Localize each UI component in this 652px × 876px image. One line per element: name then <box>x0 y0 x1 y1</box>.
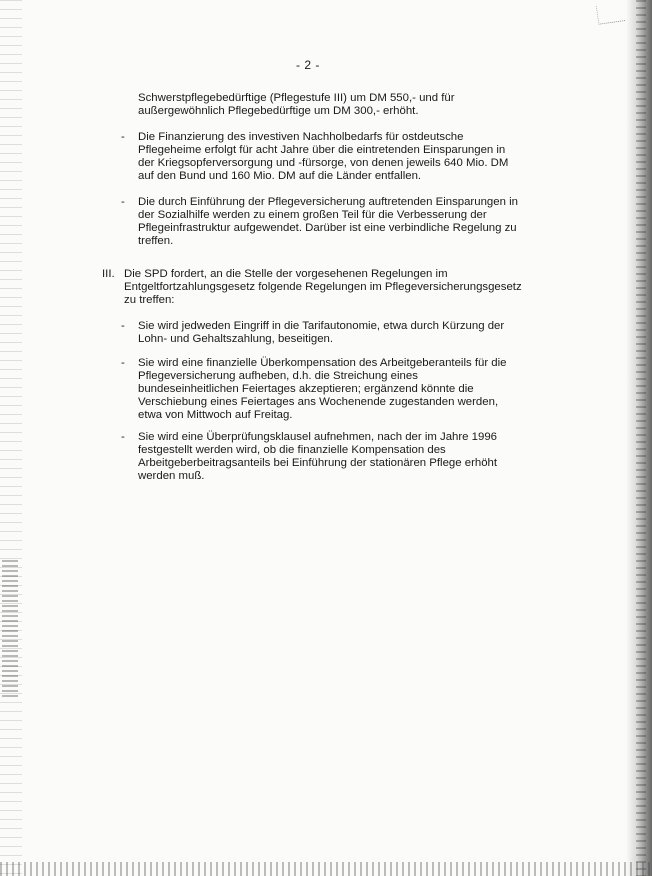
bullet-item <box>121 357 521 422</box>
bullet-item <box>121 320 521 346</box>
bullet-text: Die Finanzierung des investiven Nachholbedarfs für ostdeutsche Pflegeheime erfolgt für acht Jahre über die eintretenden Einsparungen in der Kriegsopferversorgung und -fürsorge, von denen jeweils 640 Mio. DM auf den Bund und 160 Mio. DM auf die Länder entfallen. <box>138 131 509 182</box>
bullet-text: Sie wird eine finanzielle Überkompensation des Arbeitgeberanteils für die Pflegeversicherung aufheben, d.h. die Streichung eines bundeseinheitlichen Feiertages akzeptieren; ergänzend könnte die Verschiebung eines Feiertages ans Wochenende zugestanden werden, etwa von Mittwoch auf Freitag. <box>138 357 507 421</box>
section-numeral: III. <box>102 268 115 280</box>
bullet-marker: - <box>121 320 125 332</box>
bullet-text: Sie wird eine Überprüfungsklausel aufnehmen, nach der im Jahre 1996 festgestellt werden wird, ob die finanzielle Kompensation des Arbeitgeberbeitragsanteils bei Einführung der stationären Pflege erhöht werden muß. <box>138 431 498 482</box>
continuation-paragraph: Schwerstpflegebedürftige (Pflegestufe III) um DM 550,- und für außergewöhnlich Pflegebedürftige um DM 300,- erhöht. <box>138 92 455 117</box>
section-iii <box>102 268 522 307</box>
scan-edge-left <box>0 0 22 876</box>
scan-corner-mark <box>596 2 625 25</box>
bullet-text: Sie wird jedweden Eingriff in die Tarifautonomie, etwa durch Kürzung der Lohn- und Gehaltszahlung, beseitigen. <box>138 320 505 345</box>
scan-edge-left-band <box>2 560 18 700</box>
scan-edge-bottom <box>0 862 652 876</box>
bullet-text: Die durch Einführung der Pflegeversicherung auftretenden Einsparungen in der Sozialhilfe werden zu einem großen Teil für die Verbesserung der Pflegeinfrastruktur aufgewendet. Darüber ist eine verbindliche Regelung zu treffen. <box>138 196 518 247</box>
scan-edge-right-lines <box>636 0 646 876</box>
bullet-item <box>121 196 521 248</box>
bullet-item <box>121 431 521 483</box>
bullet-item <box>121 131 521 183</box>
bullet-marker: - <box>121 431 125 443</box>
bullet-marker: - <box>121 131 125 143</box>
page-number: - 2 - <box>296 58 320 72</box>
section-text: Die SPD fordert, an die Stelle der vorgesehenen Regelungen im Entgeltfortzahlungsgesetz folgende Regelungen im Pflegeversicherungsgesetz zu treffen: <box>124 268 522 306</box>
bullet-marker: - <box>121 357 125 369</box>
bullet-marker: - <box>121 196 125 208</box>
